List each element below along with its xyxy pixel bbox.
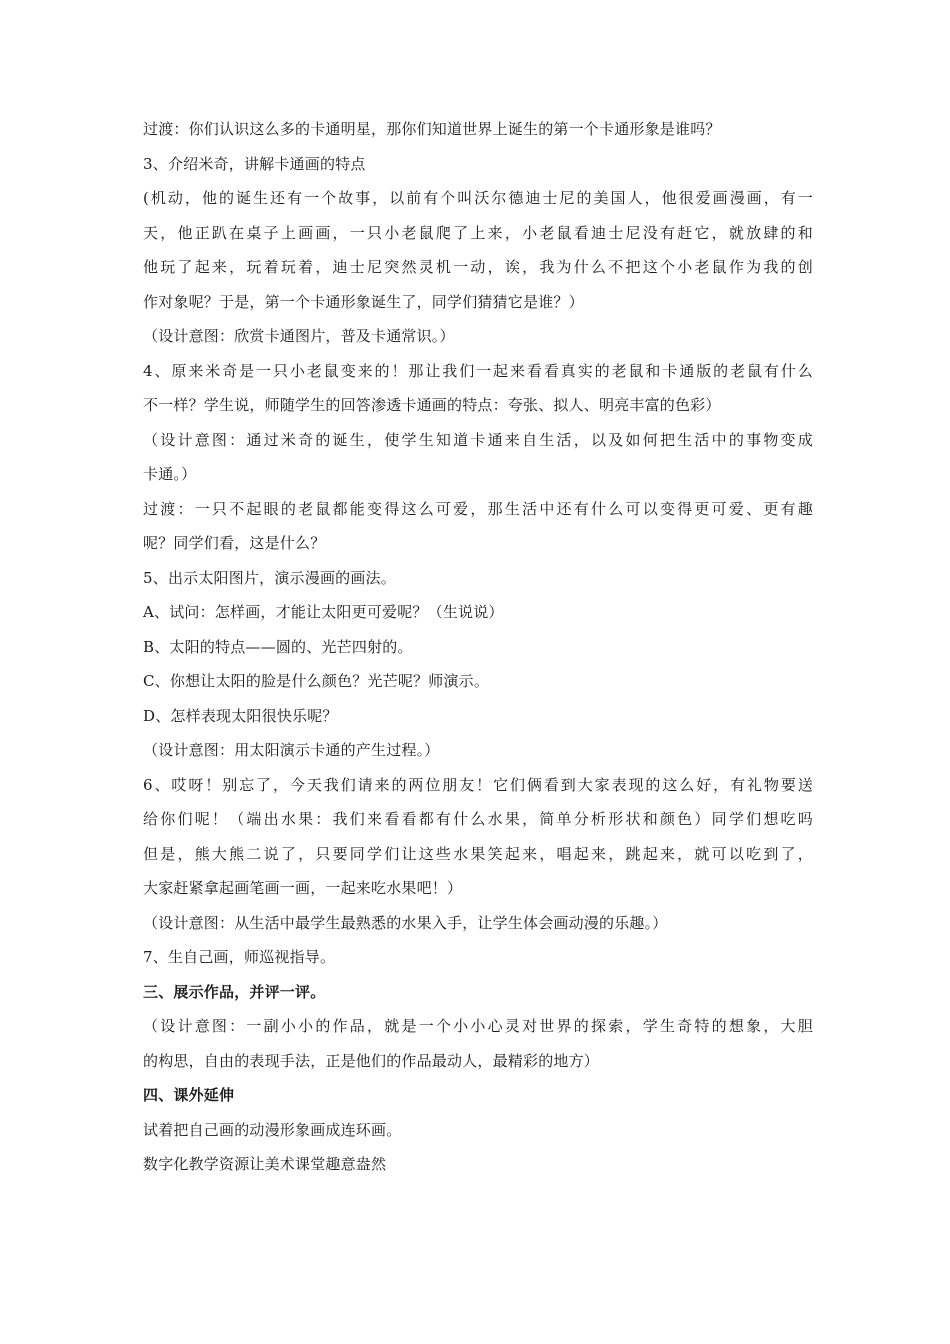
text-line: 数字化教学资源让美术课堂趣意盎然	[143, 1155, 387, 1173]
text-line: D、怎样表现太阳很快乐呢？	[143, 706, 338, 725]
text-line: A、试问：怎样画，才能让太阳更可爱呢？（生说说）	[143, 603, 504, 621]
text-line: （设计意图：一副小小的作品，就是一个小小心灵对世界的探索，学生奇特的想象，大胆	[143, 1017, 813, 1035]
text-line: 但是，熊大熊二说了，只要同学们让这些水果笑起来，唱起来，跳起来，就可以吃到了，	[143, 844, 813, 863]
text-line: 的构思，自由的表现手法，正是他们的作品最动人，最精彩的地方）	[143, 1051, 600, 1070]
text-line: B、太阳的特点——圆的、光芒四射的。	[143, 637, 413, 656]
text-line: 过渡：一只不起眼的老鼠都能变得这么可爱，那生活中还有什么可以变得更可爱、更有趣	[143, 499, 813, 518]
text-line: 给你们呢！（端出水果：我们来看看都有什么水果，简单分析形状和颜色）同学们想吃吗	[143, 810, 813, 828]
section-heading: 四、课外延伸	[143, 1086, 235, 1104]
text-line: 3、介绍米奇，讲解卡通画的特点	[143, 154, 366, 173]
text-line: (机动，他的诞生还有一个故事，以前有个叫沃尔德迪士尼的美国人，他很爱画漫画，有一	[143, 189, 813, 207]
text-line: 作对象呢？于是，第一个卡通形象诞生了，同学们猜猜它是谁？）	[143, 292, 584, 311]
text-line: 7、生自己画，师巡视指导。	[143, 948, 336, 966]
text-line: 过渡：你们认识这么多的卡通明星，那你们知道世界上诞生的第一个卡通形象是谁吗？	[143, 120, 721, 138]
text-line: 他玩了起来，玩着玩着，迪士尼突然灵机一动，诶，我为什么不把这个小老鼠作为我的创	[143, 258, 813, 276]
document-body	[143, 112, 813, 1182]
text-line: （设计意图：通过米奇的诞生，使学生知道卡通来自生活，以及如何把生活中的事物变成	[143, 430, 813, 449]
text-line: C、你想让太阳的脸是什么颜色？光芒呢？师演示。	[143, 672, 490, 690]
text-line: 不一样？学生说，师随学生的回答渗透卡通画的特点：夸张、拟人、明亮丰富的色彩）	[143, 396, 721, 414]
text-line: （设计意图：欣赏卡通图片，普及卡通常识。）	[143, 327, 455, 345]
text-line: 卡通。）	[143, 465, 197, 483]
text-line: 5、出示太阳图片，演示漫画的画法。	[143, 568, 396, 587]
text-line: 4、原来米奇是一只小老鼠变来的！那让我们一起来看看真实的老鼠和卡通版的老鼠有什么	[143, 361, 813, 380]
text-line: 呢？同学们看，这是什么？	[143, 534, 326, 552]
text-line: 试着把自己画的动漫形象画成连环画。	[143, 1120, 402, 1139]
section-heading: 三、展示作品，并评一评。	[143, 982, 326, 1001]
text-line: 6、哎呀！别忘了，今天我们请来的两位朋友！它们俩看到大家表现的这么好，有礼物要送	[143, 775, 813, 794]
text-line: （设计意图：用太阳演示卡通的产生过程。）	[143, 741, 440, 759]
text-line: 大家赶紧拿起画笔画一画，一起来吃水果吧！）	[143, 879, 463, 897]
text-line: 天，他正趴在桌子上画画，一只小老鼠爬了上来，小老鼠看迪士尼没有赶它，就放肆的和	[143, 223, 813, 242]
text-line: （设计意图：从生活中最学生最熟悉的水果入手，让学生体会画动漫的乐趣。）	[143, 913, 668, 932]
